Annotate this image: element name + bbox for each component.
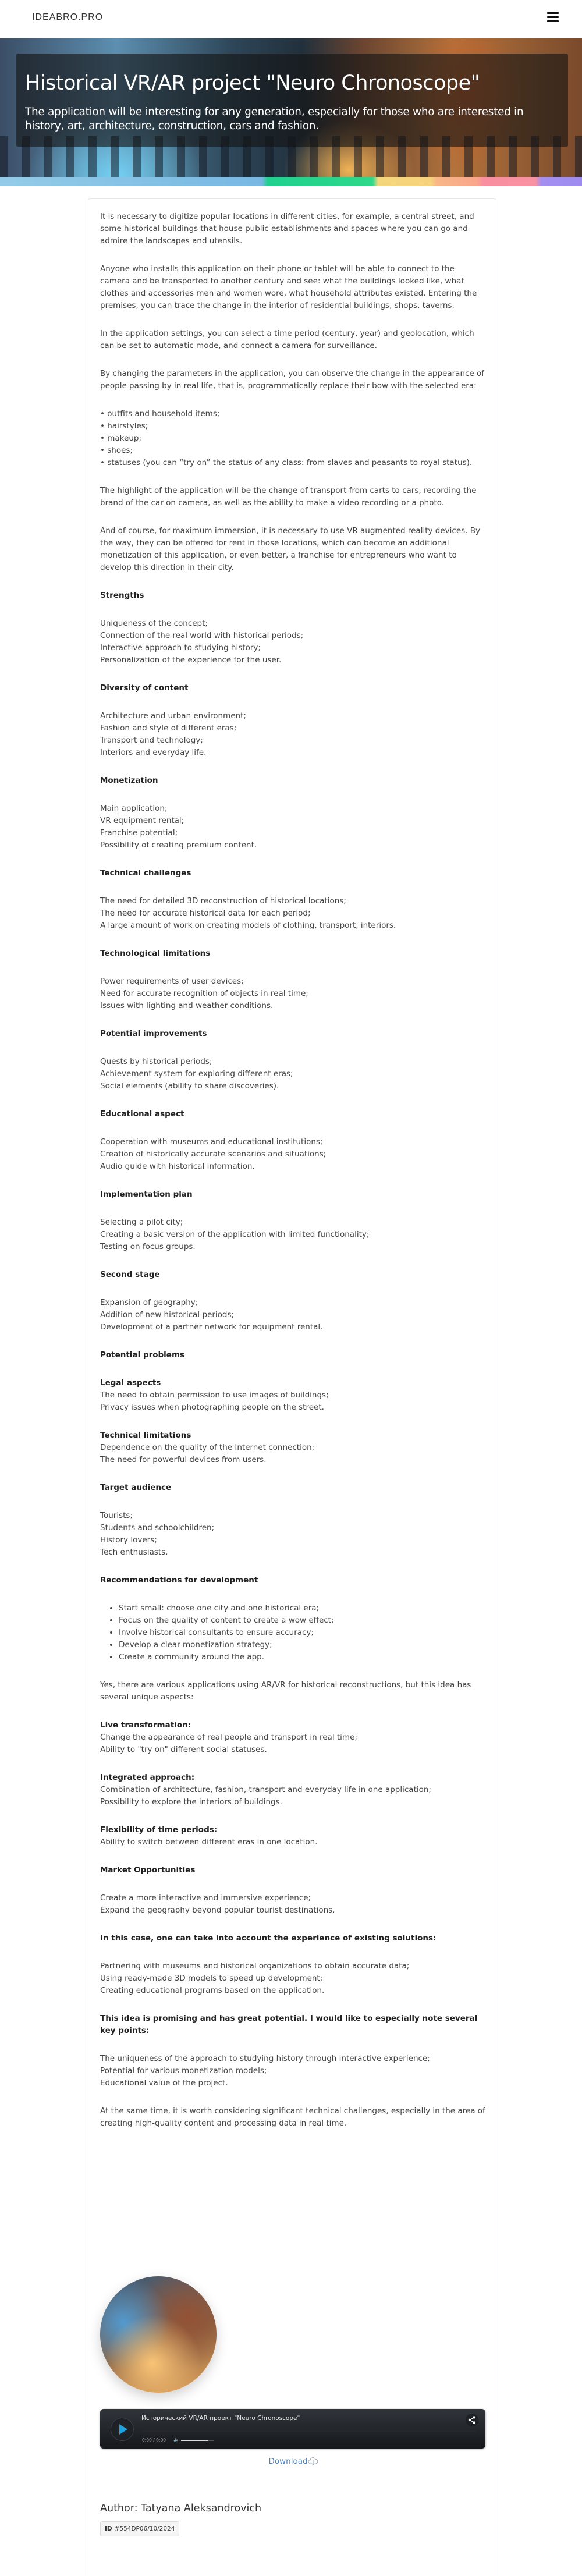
list-item: Selecting a pilot city; xyxy=(100,1218,183,1227)
paragraph: And of course, for maximum immersion, it is necessary to use VR augmented reality devices. By the way, they can be offered for rent in those locations, which can become an additional monetization of this application, or even better, a franchise for entrepreneurs who want to develop this direction in their city. xyxy=(100,526,481,572)
list-item: Using ready-made 3D models to speed up development; xyxy=(100,1974,323,1983)
id-badge xyxy=(100,2521,179,2536)
cloud-download-icon xyxy=(308,2456,318,2465)
list-item: Transport and technology; xyxy=(100,736,203,745)
list-item: Create a more interactive and immersive experience; xyxy=(100,1893,311,1903)
list-item: Combination of architecture, fashion, transport and everyday life in one application; xyxy=(100,1785,431,1794)
section xyxy=(100,2013,487,2089)
audio-player xyxy=(100,2409,485,2449)
section xyxy=(100,1028,487,1092)
list-item: Uniqueness of the concept; xyxy=(100,619,208,628)
list-item: The need for powerful devices from users. xyxy=(100,1455,267,1464)
list-line: • statuses (you can “try on” the status of any class: from slaves and peasants to royal status). xyxy=(100,458,473,467)
list-item: VR equipment rental; xyxy=(100,816,184,825)
current-time: 0:00 xyxy=(142,2437,152,2443)
id-label: ID xyxy=(105,2525,112,2532)
section xyxy=(100,1188,487,1253)
id-value: #554DP06/10/2024 xyxy=(114,2525,175,2532)
list-item: The need for accurate historical data for each period; xyxy=(100,909,311,918)
section xyxy=(100,775,487,851)
paragraph: In the application settings, you can select a time period (century, year) and geolocation, which can be set to automatic mode, and connect a camera for surveillance. xyxy=(100,329,474,350)
download-label: Download xyxy=(268,2457,308,2466)
subsection xyxy=(100,1772,487,1808)
section-heading: Technological limitations xyxy=(100,949,211,958)
list-item: Achievement system for exploring different eras; xyxy=(100,1069,293,1078)
list-item: Expand the geography beyond popular tourist destinations. xyxy=(100,1906,335,1915)
list-item: Need for accurate recognition of objects in real time; xyxy=(100,989,308,998)
section xyxy=(100,682,487,759)
duration: 0:00 xyxy=(156,2437,166,2443)
section-heading: Market Opportunities xyxy=(100,1865,196,1875)
list-item: Educational value of the project. xyxy=(100,2078,228,2088)
line-list xyxy=(100,408,487,469)
section xyxy=(100,1349,487,1361)
time-separator: / xyxy=(153,2437,155,2443)
list-item: • Create a community around the app. xyxy=(119,1651,487,1663)
section-heading: Recommendations for development xyxy=(100,1576,258,1585)
page-title: Historical VR/AR project "Neuro Chronoscope" xyxy=(25,72,480,95)
section xyxy=(100,948,487,1012)
paragraph: At the same time, it is worth considering significant technical challenges, especially in the area of creating high-quality content and processing data in real time. xyxy=(100,2106,485,2128)
section xyxy=(100,1574,487,1663)
list-item: Architecture and urban environment; xyxy=(100,711,246,721)
volume-icon[interactable]: 🔈 xyxy=(173,2437,179,2442)
list-item: Connection of the real world with historical periods; xyxy=(100,631,304,640)
list-item: • Start small: choose one city and one historical era; xyxy=(119,1602,487,1615)
section xyxy=(100,867,487,932)
list-item: Creating educational programs based on the application. xyxy=(100,1986,325,1995)
progress-bar[interactable] xyxy=(142,2430,476,2432)
list-item: Issues with lighting and weather conditions. xyxy=(100,1001,274,1010)
track-title: Исторический VR/AR проект "Neuro Chronoscope" xyxy=(141,2415,300,2422)
list-item: Audio guide with historical information. xyxy=(100,1162,255,1171)
subsection xyxy=(100,1824,487,1848)
list-item: Ability to "try on" different social statuses. xyxy=(100,1745,267,1754)
bullet-list xyxy=(100,1602,487,1663)
list-item: Testing on focus groups. xyxy=(100,1242,196,1251)
subsection xyxy=(100,1429,487,1466)
list-item: Franchise potential; xyxy=(100,828,178,838)
subsection xyxy=(100,1377,487,1414)
volume-level xyxy=(181,2440,208,2441)
list-item: • Focus on the quality of content to create a wow effect; xyxy=(119,1615,487,1627)
hero-banner xyxy=(0,38,582,177)
paragraph: The highlight of the application will be the change of transport from carts to cars, recording the brand of the car on camera, as well as the ability to make a video recording or a photo. xyxy=(100,486,477,508)
section xyxy=(100,590,487,666)
list-item: Privacy issues when photographing people on the street. xyxy=(100,1403,324,1412)
section-heading: Second stage xyxy=(100,1270,160,1279)
section-heading: Implementation plan xyxy=(100,1190,193,1199)
list-item: Personalization of the experience for the user. xyxy=(100,655,282,665)
author-name: Author: Tatyana Aleksandrovich xyxy=(100,2503,262,2514)
list-item: Social elements (ability to share discoveries). xyxy=(100,1081,279,1091)
paragraph: It is necessary to digitize popular locations in different cities, for example, a central street, and some historical buildings that house public establishments and spaces where you can go and admire the landscapes and utensils. xyxy=(100,212,474,246)
list-item: Power requirements of user devices; xyxy=(100,977,244,986)
paragraph: Yes, there are various applications using AR/VR for historical reconstructions, but this idea has several unique aspects: xyxy=(100,1680,471,1702)
article-body xyxy=(100,211,487,2145)
list-item: • Develop a clear monetization strategy; xyxy=(119,1639,487,1651)
list-item: Expansion of geography; xyxy=(100,1298,198,1307)
section-heading: Technical challenges xyxy=(100,868,191,878)
subsection-heading: Flexibility of time periods: xyxy=(100,1825,218,1835)
list-item: Creating a basic version of the application with limited functionality; xyxy=(100,1230,370,1239)
download-link[interactable] xyxy=(100,2456,487,2466)
list-item: Addition of new historical periods; xyxy=(100,1310,235,1319)
list-line: • hairstyles; xyxy=(100,421,148,431)
list-item: Quests by historical periods; xyxy=(100,1057,212,1066)
list-item: • Involve historical consultants to ensure accuracy; xyxy=(119,1627,487,1639)
list-item: The uniqueness of the approach to studying history through interactive experience; xyxy=(100,2054,430,2063)
list-item: Ability to switch between different eras in one location. xyxy=(100,1837,318,1847)
list-item: Tech enthusiasts. xyxy=(100,1548,168,1557)
share-button[interactable] xyxy=(466,2414,478,2426)
top-navbar xyxy=(0,0,582,38)
subsection xyxy=(100,1719,487,1756)
list-item: The need for detailed 3D reconstruction of historical locations; xyxy=(100,896,346,906)
section-heading: This idea is promising and has great potential. I would like to especially note several key points: xyxy=(100,2014,478,2035)
section-heading: Diversity of content xyxy=(100,683,189,693)
list-item: The need to obtain permission to use images of buildings; xyxy=(100,1390,329,1400)
list-item: Main application; xyxy=(100,804,168,813)
section-heading: Educational aspect xyxy=(100,1109,184,1119)
list-item: Creation of historically accurate scenarios and situations; xyxy=(100,1149,327,1159)
section-heading: Potential improvements xyxy=(100,1029,207,1038)
list-line: • outfits and household items; xyxy=(100,409,220,418)
paragraph: By changing the parameters in the application, you can observe the change in the appearance of people passing by in real life, that is, programmatically replace their bow with the selected era: xyxy=(100,369,485,391)
section-heading: In this case, one can take into account the experience of existing solutions: xyxy=(100,1933,436,1943)
play-button[interactable] xyxy=(111,2418,134,2441)
list-item: Cooperation with museums and educational institutions; xyxy=(100,1137,323,1147)
volume-slider[interactable] xyxy=(181,2440,214,2441)
list-item: History lovers; xyxy=(100,1535,157,1545)
list-item: Possibility to explore the interiors of buildings. xyxy=(100,1797,282,1807)
hamburger-icon[interactable] xyxy=(547,12,559,23)
list-item: Partnering with museums and historical organizations to obtain accurate data; xyxy=(100,1961,410,1971)
subsection-heading: Integrated approach: xyxy=(100,1773,195,1782)
section xyxy=(100,1864,487,1917)
section xyxy=(100,1269,487,1333)
subsection-heading: Legal aspects xyxy=(100,1378,161,1388)
list-item: Dependence on the quality of the Internet connection; xyxy=(100,1443,315,1452)
section xyxy=(100,1482,487,1559)
section-heading: Target audience xyxy=(100,1483,172,1492)
list-item: Students and schoolchildren; xyxy=(100,1523,215,1532)
section-heading: Potential problems xyxy=(100,1350,185,1360)
page-subtitle: The application will be interesting for any generation, especially for those who are interested in history, art, architecture, construction, cars and fashion. xyxy=(25,106,524,132)
list-item: Interiors and everyday life. xyxy=(100,748,207,757)
media-section xyxy=(100,2276,487,2536)
list-item: Tourists; xyxy=(100,1511,133,1520)
time-display xyxy=(142,2437,166,2443)
subsection-heading: Technical limitations xyxy=(100,1431,191,1440)
decorative-color-strip xyxy=(0,177,582,186)
list-item: Possibility of creating premium content. xyxy=(100,840,257,850)
cover-image xyxy=(100,2276,217,2393)
section-heading: Monetization xyxy=(100,776,158,785)
subsection-heading: Live transformation: xyxy=(100,1720,191,1730)
list-item: Interactive approach to studying history; xyxy=(100,643,261,652)
section-heading: Strengths xyxy=(100,591,144,600)
list-item: Potential for various monetization models; xyxy=(100,2066,267,2075)
paragraph: Anyone who installs this application on their phone or tablet will be able to connect to the camera and be transported to another century and see: what the buildings looked like, what clothes and accessories men and women wore, what household attributes existed. Entering the premises, you can trace the change in the interior of residential buildings, shops, taverns. xyxy=(100,264,477,310)
article-card xyxy=(88,198,496,2576)
list-item: Change the appearance of real people and transport in real time; xyxy=(100,1733,357,1742)
section xyxy=(100,1108,487,1173)
site-logo[interactable]: IDEABRO.PRO xyxy=(32,12,104,22)
list-item: A large amount of work on creating models of clothing, transport, interiors. xyxy=(100,921,396,930)
section xyxy=(100,1932,487,1997)
list-line: • shoes; xyxy=(100,446,133,455)
share-icon xyxy=(466,2414,478,2426)
list-line: • makeup; xyxy=(100,434,141,443)
list-item: Development of a partner network for equipment rental. xyxy=(100,1322,323,1332)
list-item: Fashion and style of different eras; xyxy=(100,723,237,733)
